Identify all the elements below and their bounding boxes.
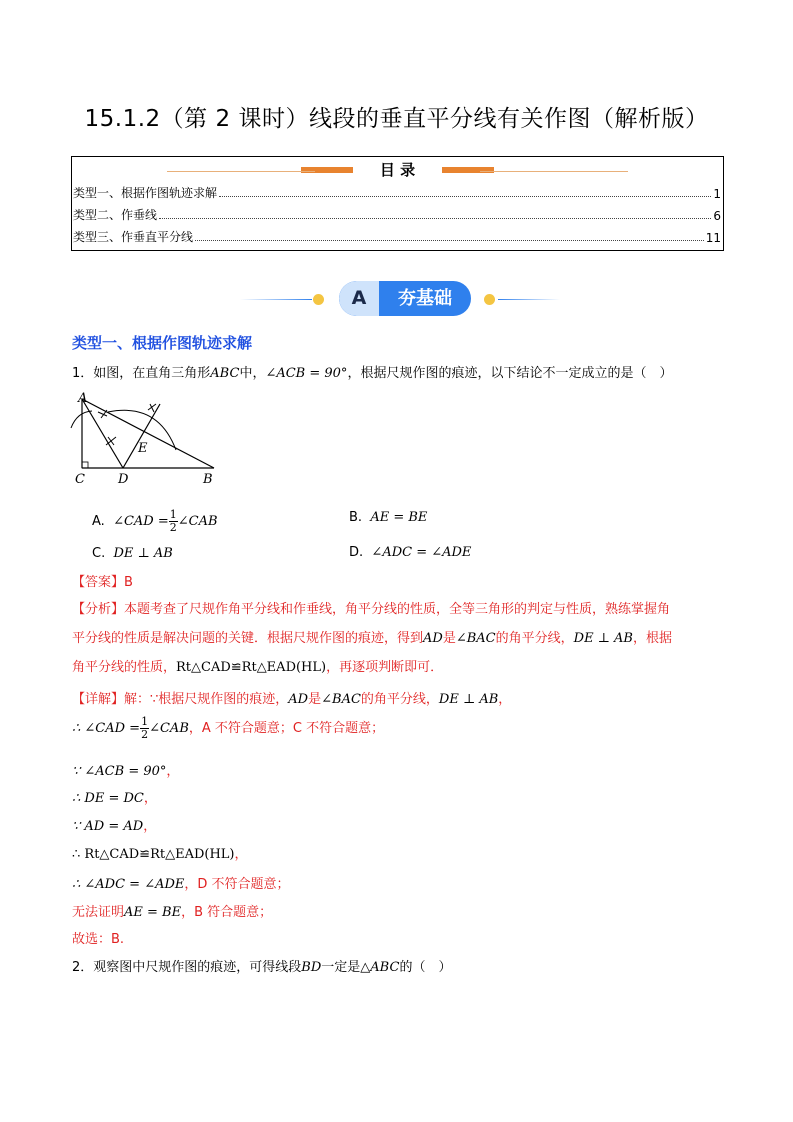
math-expr: ∴ DE = DC	[72, 791, 144, 806]
math-expr: AE = BE	[124, 905, 182, 920]
option-b[interactable]	[349, 510, 427, 525]
math-expr: ∴ Rt△CAD≌Rt△EAD(HL)	[72, 847, 235, 862]
toc-item[interactable]	[73, 227, 721, 245]
solution-step	[72, 873, 290, 892]
label-c: C	[75, 472, 85, 487]
detail-text: ，	[143, 819, 157, 834]
analysis-text: 角平分线的性质，	[72, 660, 177, 675]
analysis-text: ，再逐项判断即可．	[326, 660, 444, 675]
question-text: ，根据尺规作图的痕迹，以下结论不一定成立的是（ ）	[347, 366, 673, 381]
option-math: ∠CAD =	[113, 514, 169, 529]
detail-text: ，A 不符合题意；C 不符合题意；	[188, 721, 385, 736]
label-b: B	[203, 472, 213, 487]
option-a[interactable]	[92, 509, 218, 534]
option-math: ∠ADC = ∠ADE	[371, 545, 472, 560]
answer-value: B	[124, 575, 133, 590]
math-expr: ∠BAC	[455, 631, 496, 646]
question-2-stem	[72, 956, 451, 975]
banner-pill	[339, 281, 471, 316]
toc-item-label: 类型一、根据作图轨迹求解	[73, 186, 218, 200]
solution-conclusion: 故选：B.	[72, 932, 125, 947]
math-expr: ∴ ∠ADC = ∠ADE	[72, 877, 185, 892]
option-key: D.	[349, 545, 364, 560]
banner-line-left	[240, 299, 312, 300]
solution-step	[72, 787, 157, 806]
option-math: AE = BE	[370, 510, 428, 525]
analysis-text: 是	[442, 631, 456, 646]
toc-item[interactable]	[73, 205, 721, 223]
detail-text: ，	[166, 764, 180, 779]
fraction	[169, 509, 178, 534]
toc-leader	[219, 196, 711, 197]
math-expr: AD	[288, 692, 309, 707]
toc-item[interactable]	[73, 183, 721, 201]
detail-text: ，	[143, 791, 157, 806]
detail-text: 是	[308, 692, 322, 707]
option-math: ∠CAB	[177, 514, 218, 529]
toc-leader	[195, 240, 704, 241]
detail-text: 的角平分线，	[360, 692, 439, 707]
analysis-text: 平分线的性质是解决问题的关键．根据尺规作图的痕迹，得到	[72, 631, 424, 646]
solution-step	[72, 716, 384, 741]
question-text: 中，	[239, 366, 266, 381]
math-expr: ∠BAC	[321, 692, 361, 707]
toc-heading: 目 录	[379, 161, 416, 179]
question-text: 的（ ）	[399, 960, 452, 975]
toc-divider-right	[480, 171, 628, 172]
solution-step	[72, 901, 272, 920]
detail-text: ，B 符合题意；	[181, 905, 273, 920]
label-d: D	[118, 472, 129, 487]
question-text: 观察图中尺规作图的痕迹，可得线段	[93, 960, 302, 975]
analysis-line	[72, 656, 443, 675]
fraction	[140, 716, 149, 741]
toc-leader	[159, 218, 711, 219]
math-expr: ∵ AD = AD	[72, 819, 144, 834]
question-text: 如图，在直角三角形	[93, 366, 211, 381]
label-e: E	[138, 441, 148, 456]
solution-step	[72, 843, 248, 862]
toc-item-page: 11	[705, 231, 721, 245]
toc-item-label: 类型三、作垂直平分线	[73, 230, 194, 244]
table-of-contents	[71, 156, 724, 251]
detail-text: ，	[498, 692, 512, 707]
detail-text: ，D 不符合题意；	[184, 877, 290, 892]
fraction-denominator: 2	[169, 521, 177, 534]
banner-word: 夯基础	[398, 288, 452, 309]
question-number: 2．	[72, 960, 94, 975]
option-key: B.	[349, 510, 363, 525]
toc-item-page: 6	[713, 209, 721, 223]
fraction-numerator: 1	[141, 715, 149, 728]
banner-dot-left	[313, 294, 324, 305]
banner-line-right	[498, 299, 560, 300]
math-expr: △ABC	[360, 960, 400, 975]
answer-line	[72, 571, 133, 590]
arc-tick	[98, 410, 107, 418]
segment-de-extended	[123, 404, 160, 468]
detail-text: ，	[234, 847, 248, 862]
option-key: A.	[92, 514, 105, 529]
option-d[interactable]	[349, 545, 471, 560]
geometry-figure	[68, 388, 228, 488]
banner-letter: A	[339, 281, 379, 316]
right-angle-mark	[82, 462, 88, 468]
detail-tag: 【详解】	[72, 692, 125, 707]
solution-step	[72, 760, 179, 779]
option-key: C.	[92, 546, 106, 561]
analysis-text: ，根据	[633, 631, 673, 646]
math-expr: DE ⊥ AB	[573, 631, 633, 646]
detail-text: 解：∵根据尺规作图的痕迹，	[124, 692, 289, 707]
banner-dot-right	[484, 294, 495, 305]
fraction-numerator: 1	[169, 508, 177, 521]
question-1-stem	[72, 362, 672, 381]
option-math: DE ⊥ AB	[113, 546, 173, 561]
math-expr: Rt△CAD≌Rt△EAD(HL)	[176, 660, 327, 675]
analysis-line	[72, 627, 672, 646]
math-expr: ABC	[210, 366, 240, 381]
math-expr: ∴ ∠CAD =	[72, 721, 141, 736]
question-number: 1．	[72, 366, 94, 381]
answer-tag: 【答案】	[72, 575, 125, 590]
detail-line	[72, 688, 511, 707]
page-title: 15.1.2（第 2 课时）线段的垂直平分线有关作图（解析版）	[84, 106, 709, 132]
solution-step	[72, 815, 156, 834]
toc-item-label: 类型二、作垂线	[73, 208, 158, 222]
toc-header	[72, 159, 723, 180]
fraction-denominator: 2	[141, 728, 149, 741]
segment-ab	[82, 399, 214, 468]
arc-tick	[148, 404, 156, 412]
section-heading: 类型一、根据作图轨迹求解	[72, 334, 253, 352]
option-c[interactable]	[92, 546, 173, 561]
math-expr: BD	[301, 960, 322, 975]
analysis-tag: 【分析】	[72, 602, 125, 617]
label-a: A	[78, 391, 88, 406]
analysis-text: 的角平分线，	[495, 631, 574, 646]
math-expr: DE ⊥ AB	[438, 692, 499, 707]
math-expr: ∠ACB = 90°	[265, 366, 348, 381]
analysis-text: 本题考查了尺规作角平分线和作垂线，角平分线的性质，全等三角形的判定与性质，熟练掌握角	[124, 602, 671, 617]
toc-item-page: 1	[713, 187, 721, 201]
math-expr: AD	[423, 631, 443, 646]
toc-divider-left	[167, 171, 315, 172]
detail-text: 无法证明	[72, 905, 125, 920]
math-expr: ∵ ∠ACB = 90°	[72, 764, 167, 779]
math-expr: ∠CAB	[149, 721, 189, 736]
analysis-line	[72, 598, 670, 617]
question-text: 一定是	[321, 960, 361, 975]
section-banner	[240, 280, 560, 318]
